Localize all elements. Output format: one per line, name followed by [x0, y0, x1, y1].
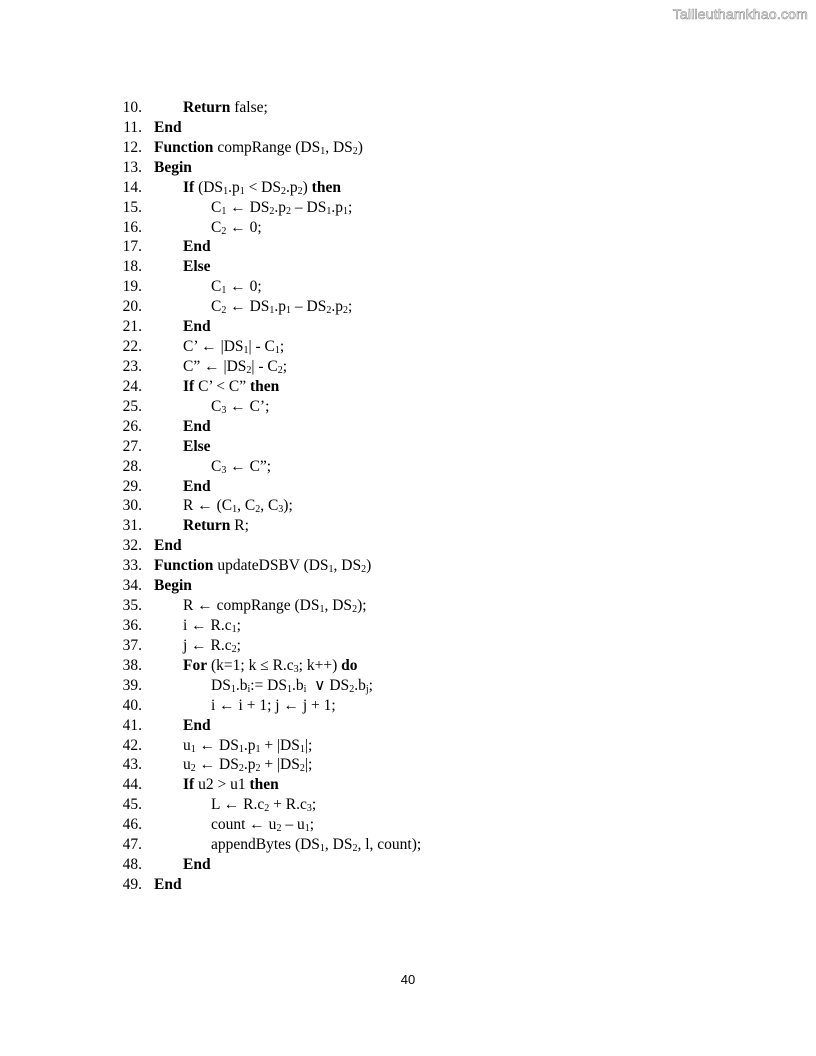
code-line: [0, 676, 816, 696]
code-fragment: ← C”;: [226, 457, 272, 475]
code-fragment: );: [283, 497, 293, 515]
code-text: [183, 616, 241, 636]
code-fragment: | - C: [248, 338, 275, 356]
code-text: [183, 417, 211, 437]
subscript: 1: [239, 185, 245, 197]
code-line: [0, 815, 816, 835]
code-line: [0, 317, 816, 337]
code-fragment: DS: [211, 676, 231, 694]
code-text: [183, 736, 312, 756]
line-number: 31.: [122, 517, 142, 535]
code-line: [0, 277, 816, 297]
code-text: [211, 835, 421, 855]
code-line: [0, 297, 816, 317]
code-line: [0, 795, 816, 815]
code-fragment: , DS: [325, 138, 353, 156]
code-fragment: u: [183, 756, 191, 774]
keyword: Function: [154, 557, 214, 575]
subscript: 2: [276, 823, 282, 835]
code-line: [0, 875, 816, 895]
code-fragment: C” ← |DS: [183, 357, 247, 375]
code-fragment: u: [183, 736, 191, 754]
code-text: [183, 337, 284, 357]
code-line: [0, 616, 816, 636]
subscript: 3: [293, 663, 299, 675]
code-text: [211, 676, 373, 696]
code-fragment: ): [357, 138, 363, 156]
code-text: [211, 457, 271, 477]
line-number: 33.: [122, 557, 142, 575]
code-fragment: C’ ← |DS: [183, 338, 244, 356]
subscript: 2: [190, 763, 196, 775]
code-fragment: false;: [230, 99, 268, 116]
keyword: Function: [154, 138, 214, 156]
code-text: [183, 237, 211, 257]
code-fragment: ← DS: [226, 298, 270, 316]
line-number: 45.: [122, 796, 142, 814]
keyword: End: [154, 875, 182, 893]
code-line: [0, 716, 816, 736]
subscript: 2: [286, 205, 292, 217]
subscript: 2: [352, 843, 358, 855]
keyword: End: [154, 118, 182, 136]
line-number: 14.: [122, 178, 142, 196]
subscript: 1: [232, 504, 238, 516]
code-line: [0, 257, 816, 277]
code-fragment: – u: [281, 816, 305, 834]
code-fragment: C: [211, 397, 222, 415]
code-fragment: := DS: [250, 676, 287, 694]
subscript: 1: [230, 683, 236, 695]
code-line: [0, 417, 816, 437]
code-fragment: (DS: [194, 178, 224, 196]
subscript: 1: [243, 345, 249, 357]
code-fragment: ;: [282, 357, 288, 375]
code-line: [0, 576, 816, 596]
line-number: 34.: [122, 577, 142, 595]
line-number: 46.: [122, 816, 142, 834]
code-line: [0, 218, 816, 238]
line-number: 16.: [122, 218, 142, 236]
subscript: 2: [299, 763, 305, 775]
code-text: [183, 357, 287, 377]
code-line: [0, 397, 816, 417]
code-fragment: j ← R.c: [183, 636, 232, 654]
code-text: [183, 317, 211, 337]
code-text: [183, 596, 367, 616]
line-number: 26.: [122, 417, 142, 435]
subscript: 3: [306, 803, 312, 815]
subscript: i: [247, 683, 251, 695]
code-fragment: count ← u: [211, 816, 277, 834]
code-fragment: < DS: [244, 178, 281, 196]
subscript: 2: [281, 185, 286, 197]
code-line: [0, 736, 816, 756]
line-number: 30.: [122, 497, 142, 515]
code-fragment: u2 > u1: [194, 776, 250, 794]
subscript: 2: [255, 504, 261, 516]
code-line: [0, 696, 816, 716]
code-fragment: ;: [236, 616, 241, 634]
subscript: 1: [319, 604, 325, 616]
code-line: [0, 556, 816, 576]
code-text: [183, 775, 279, 795]
code-text: [154, 158, 192, 178]
line-number: 35.: [122, 597, 142, 615]
subscript: j: [365, 683, 369, 695]
subscript: 3: [221, 464, 227, 476]
keyword: End: [183, 856, 211, 874]
code-line: [0, 656, 816, 676]
code-fragment: .p: [274, 198, 287, 216]
keyword: End: [154, 537, 182, 555]
code-fragment: ;: [311, 796, 317, 814]
code-text: [183, 656, 358, 676]
code-line: [0, 775, 816, 795]
line-number: 13.: [122, 158, 142, 176]
line-number: 44.: [122, 776, 142, 794]
page-number: 40: [400, 972, 416, 987]
keyword: End: [183, 716, 211, 734]
code-fragment: , DS: [324, 836, 353, 854]
line-number: 12.: [122, 138, 142, 156]
subscript: 1: [319, 843, 325, 855]
subscript: 2: [221, 225, 227, 237]
code-line: [0, 198, 816, 218]
keyword: If: [183, 178, 195, 196]
code-fragment: L ← R.c: [211, 796, 265, 814]
code-text: [183, 98, 268, 118]
keyword: Begin: [154, 158, 192, 176]
line-number: 22.: [122, 338, 142, 356]
code-fragment: C: [211, 457, 222, 475]
line-number: 11.: [123, 118, 142, 136]
subscript: i: [303, 683, 307, 695]
subscript: 1: [286, 305, 292, 317]
code-line: [0, 596, 816, 616]
line-number: 25.: [122, 397, 142, 415]
code-fragment: i ← R.c: [183, 616, 232, 634]
code-fragment: ): [366, 557, 372, 575]
keyword: then: [250, 377, 280, 395]
code-fragment: ← DS: [195, 756, 239, 774]
code-fragment: .b: [291, 676, 304, 694]
code-text: [211, 277, 262, 297]
code-line: [0, 477, 816, 497]
code-fragment: ← C’;: [226, 397, 270, 415]
subscript: 3: [221, 404, 227, 416]
code-line: [0, 496, 816, 516]
line-number: 21.: [122, 318, 142, 336]
code-fragment: C: [211, 298, 222, 316]
subscript: 2: [221, 305, 227, 317]
keyword: For: [183, 656, 208, 674]
code-fragment: R ← (C: [183, 497, 233, 515]
code-line: [0, 357, 816, 377]
code-fragment: updateDSBV (DS: [213, 557, 329, 575]
subscript: 1: [286, 683, 292, 695]
subscript: 2: [297, 185, 303, 197]
code-fragment: ;: [279, 338, 285, 356]
code-line: [0, 98, 816, 118]
code-line: [0, 337, 816, 357]
line-number: 37.: [122, 636, 142, 654]
keyword: Return: [183, 517, 231, 535]
code-line: [0, 835, 816, 855]
line-number: 47.: [122, 836, 142, 854]
keyword: If: [183, 776, 195, 794]
code-line: [0, 377, 816, 397]
subscript: 2: [352, 604, 358, 616]
line-number: 38.: [122, 656, 142, 674]
code-fragment: ; k++): [298, 656, 342, 674]
subscript: 2: [231, 643, 237, 655]
code-text: [154, 536, 182, 556]
keyword: End: [183, 238, 211, 256]
code-fragment: );: [357, 597, 367, 615]
code-text: [211, 397, 269, 417]
subscript: 2: [277, 364, 283, 376]
code-text: [183, 716, 211, 736]
code-text: [154, 138, 363, 158]
code-fragment: ← DS: [226, 198, 270, 216]
code-fragment: .b: [354, 676, 366, 694]
keyword: then: [311, 178, 341, 196]
code-text: [183, 496, 293, 516]
code-fragment: ;: [236, 636, 241, 654]
code-fragment: .p: [243, 756, 256, 774]
code-text: [211, 297, 352, 317]
subscript: 2: [326, 305, 332, 317]
subscript: 1: [190, 743, 196, 755]
keyword: End: [183, 477, 211, 495]
code-line: [0, 237, 816, 257]
line-number: 42.: [122, 736, 142, 754]
code-fragment: ← DS: [195, 736, 239, 754]
line-number: 43.: [122, 756, 142, 774]
code-fragment: ∨ DS: [306, 676, 350, 694]
keyword: Else: [183, 437, 211, 455]
line-number: 49.: [122, 875, 142, 893]
subscript: 1: [328, 564, 334, 576]
keyword: do: [341, 656, 358, 674]
code-fragment: – DS: [291, 298, 327, 316]
code-fragment: ;: [348, 298, 353, 316]
subscript: 1: [304, 823, 310, 835]
code-text: [211, 815, 314, 835]
code-line: [0, 855, 816, 875]
code-fragment: , DS: [333, 557, 362, 575]
line-number: 32.: [122, 537, 142, 555]
subscript: 1: [238, 743, 244, 755]
line-number: 24.: [122, 377, 142, 395]
code-fragment: , C: [260, 497, 279, 515]
subscript: 2: [238, 763, 244, 775]
line-number: 17.: [122, 238, 142, 256]
code-text: [183, 855, 211, 875]
line-number: 36.: [122, 616, 142, 634]
subscript: 2: [349, 683, 355, 695]
watermark: Tailieuthamkhao.com: [672, 6, 808, 22]
code-text: [211, 198, 352, 218]
line-number: 19.: [122, 278, 142, 296]
code-text: [183, 377, 279, 397]
subscript: 1: [326, 205, 332, 217]
code-fragment: .p: [286, 178, 298, 196]
line-number: 18.: [122, 258, 142, 276]
subscript: 1: [221, 205, 227, 217]
code-line: [0, 118, 816, 138]
code-fragment: .p: [331, 198, 343, 216]
code-text: [211, 218, 262, 238]
code-text: [154, 875, 182, 895]
code-fragment: R;: [230, 517, 249, 535]
line-number: 48.: [122, 856, 142, 874]
subscript: 2: [361, 564, 367, 576]
code-fragment: C: [211, 278, 222, 296]
code-fragment: C: [211, 218, 222, 236]
subscript: 3: [278, 504, 284, 516]
keyword: Else: [183, 258, 211, 276]
subscript: 2: [246, 364, 252, 376]
line-number: 15.: [122, 198, 142, 216]
code-fragment: .b: [235, 676, 248, 694]
code-fragment: ): [302, 178, 312, 196]
code-line: [0, 457, 816, 477]
subscript: 2: [269, 205, 275, 217]
code-text: [183, 755, 312, 775]
keyword: If: [183, 377, 195, 395]
code-fragment: compRange (DS: [213, 138, 321, 156]
code-text: [154, 118, 182, 138]
line-number: 39.: [122, 676, 142, 694]
code-line: [0, 755, 816, 775]
code-text: [183, 178, 341, 198]
code-text: [211, 696, 336, 716]
line-number: 10.: [122, 99, 142, 116]
code-text: [211, 795, 316, 815]
subscript: 2: [264, 803, 270, 815]
keyword: Begin: [154, 577, 192, 595]
code-fragment: C’ < C”: [194, 377, 251, 395]
subscript: 1: [231, 623, 237, 635]
code-fragment: , DS: [324, 597, 353, 615]
code-fragment: | - C: [251, 357, 278, 375]
code-fragment: C: [211, 198, 222, 216]
keyword: then: [249, 776, 279, 794]
code-line: [0, 536, 816, 556]
code-fragment: + R.c: [269, 796, 307, 814]
code-line: [0, 158, 816, 178]
code-line: [0, 138, 816, 158]
code-fragment: ;: [309, 816, 314, 834]
code-line: [0, 516, 816, 536]
subscript: 1: [255, 743, 261, 755]
code-fragment: .p: [331, 298, 343, 316]
subscript: 2: [343, 305, 348, 317]
code-fragment: (k=1; k ≤ R.c: [207, 656, 294, 674]
code-fragment: |;: [304, 756, 313, 774]
keyword: End: [183, 318, 211, 336]
subscript: 1: [223, 185, 229, 197]
subscript: 2: [352, 145, 358, 157]
code-line: [0, 178, 816, 198]
code-text: [154, 556, 371, 576]
subscript: 1: [221, 285, 227, 297]
keyword: Return: [183, 99, 231, 116]
code-fragment: + |DS: [260, 736, 300, 754]
code-line: [0, 636, 816, 656]
subscript: 2: [255, 763, 261, 775]
code-fragment: .p: [243, 736, 256, 754]
subscript: 1: [299, 743, 305, 755]
code-fragment: i ← i + 1; j ← j + 1;: [211, 696, 336, 714]
line-number: 23.: [122, 357, 142, 375]
line-number: 28.: [122, 457, 142, 475]
subscript: 1: [274, 345, 280, 357]
subscript: 1: [269, 305, 275, 317]
code-fragment: ← 0;: [226, 218, 262, 236]
code-fragment: + |DS: [260, 756, 300, 774]
line-number: 29.: [122, 477, 142, 495]
code-fragment: .p: [274, 298, 287, 316]
code-text: [183, 437, 211, 457]
line-number: 20.: [122, 298, 142, 316]
code-fragment: , C: [237, 497, 256, 515]
line-number: 40.: [122, 696, 142, 714]
code-fragment: ← 0;: [226, 278, 262, 296]
subscript: 1: [320, 145, 326, 157]
keyword: End: [183, 417, 211, 435]
code-fragment: ;: [368, 676, 373, 694]
code-fragment: – DS: [291, 198, 327, 216]
code-text: [183, 477, 211, 497]
code-fragment: ;: [348, 198, 353, 216]
code-text: [183, 636, 241, 656]
subscript: 1: [343, 205, 348, 217]
code-text: [183, 516, 249, 536]
line-number: 41.: [122, 716, 142, 734]
pseudocode-listing: [0, 98, 816, 895]
code-fragment: , l, count);: [357, 836, 422, 854]
code-fragment: R ← compRange (DS: [183, 597, 320, 615]
code-text: [183, 257, 211, 277]
line-number: 27.: [122, 437, 142, 455]
code-fragment: appendBytes (DS: [211, 836, 320, 854]
code-fragment: |;: [304, 736, 313, 754]
code-line: [0, 437, 816, 457]
code-fragment: .p: [228, 178, 240, 196]
code-text: [154, 576, 192, 596]
